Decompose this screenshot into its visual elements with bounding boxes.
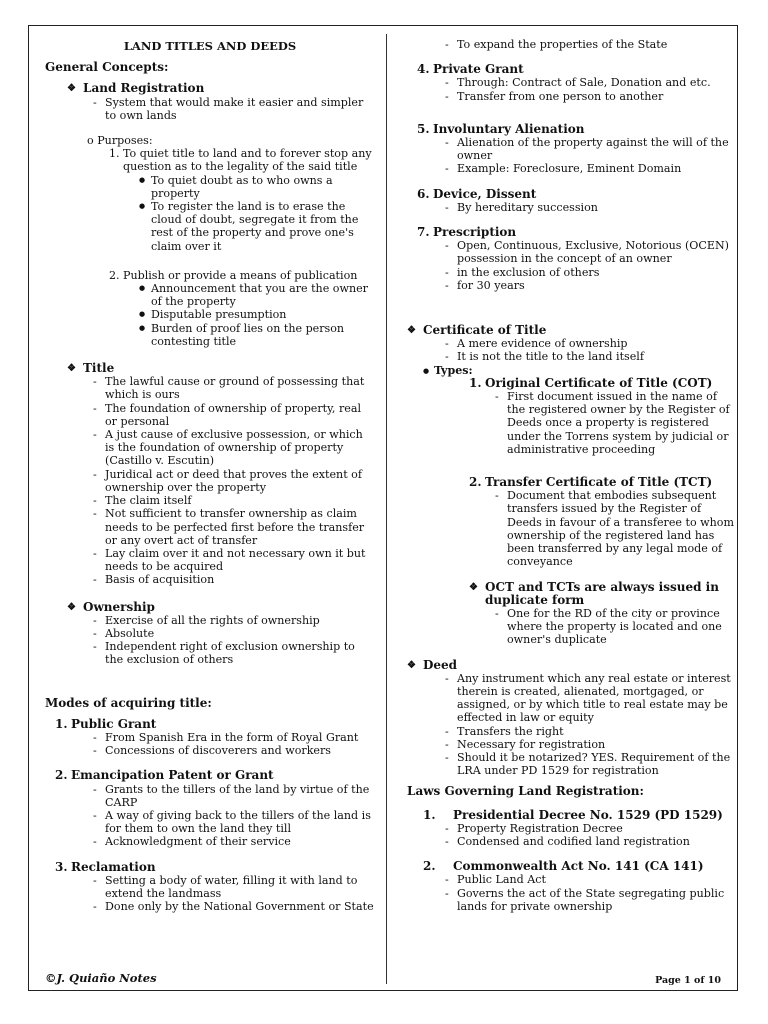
- list-item: - From Spanish Era in the form of Royal Grant: [105, 731, 375, 744]
- title-list: [45, 375, 375, 586]
- private-grant-heading: 4. Private Grant: [417, 62, 524, 77]
- list-item: - Transfer from one person to another: [457, 90, 735, 103]
- list-item: - for 30 years: [457, 279, 735, 292]
- list-item: - Grants to the tillers of the land by virtue of the CARP: [105, 783, 375, 809]
- list-item: - The foundation of ownership of property, real or personal: [105, 402, 375, 428]
- left-column: [45, 40, 375, 913]
- list-item: - Absolute: [105, 627, 375, 640]
- page-title: LAND TITLES AND DEEDS: [123, 39, 297, 53]
- footer-credit: ©J. Quiaño Notes: [45, 971, 157, 985]
- reclamation-list: [45, 874, 375, 914]
- purposes-section: [45, 134, 375, 348]
- involuntary-heading: 5. Involuntary Alienation: [417, 121, 585, 136]
- device-list: [407, 201, 735, 214]
- involuntary-list: [407, 136, 735, 176]
- list-item: - Condensed and codified land registration: [457, 835, 735, 848]
- private-grant-list: [407, 76, 735, 102]
- public-grant-heading: 1. Public Grant: [55, 716, 157, 731]
- list-item: - System that would make it easier and simpler to own lands: [105, 96, 375, 122]
- list-item: - Alienation of the property against the will of the owner: [457, 136, 735, 162]
- list-item: - Juridical act or deed that proves the extent of ownership over the property: [105, 468, 375, 494]
- prescription-list: [407, 239, 735, 292]
- modes-heading: Modes of acquiring title:: [45, 695, 212, 710]
- list-item: - First document issued in the name of the registered owner by the Register of Deeds once a property is registered under the Torrens system by judicial or administrative proceeding: [507, 390, 735, 456]
- list-item: ● Disputable presumption: [151, 308, 375, 321]
- list-item: - Transfers the right: [457, 725, 735, 738]
- list-item: - One for the RD of the city or province where the property is located and one owner's duplicate: [507, 607, 735, 647]
- list-item: - The lawful cause or ground of possessing that which is ours: [105, 375, 375, 401]
- duplicate-list: [407, 607, 735, 647]
- list-item: - Independent right of exclusion ownership to the exclusion of others: [105, 640, 375, 666]
- ca-list: [407, 873, 735, 913]
- list-item: - in the exclusion of others: [457, 266, 735, 279]
- tct-heading: 2. Transfer Certificate of Title (TCT): [469, 475, 713, 490]
- list-item: - It is not the title to the land itself: [457, 350, 735, 363]
- list-item: - The claim itself: [105, 494, 375, 507]
- list-item: - Setting a body of water, filling it with land to extend the landmass: [105, 874, 375, 900]
- list-item: - Document that embodies subsequent transfers issued by the Register of Deeds in favour of a transferee to whom ownership of the registered land has been transferred by any legal mode of conveyance: [507, 489, 735, 568]
- diamond-bullet-icon: ❖: [67, 363, 76, 375]
- list-item: - Any instrument which any real estate or interest therein is created, alienated, mortgaged, or assigned, or by which title to real estate may be effected in law or equity: [457, 672, 735, 725]
- column-divider: [386, 34, 387, 984]
- list-item: - Lay claim over it and not necessary own it but needs to be acquired: [105, 547, 375, 573]
- ownership-heading: ❖ Ownership: [67, 599, 155, 614]
- duplicate-heading: ❖ OCT and TCTs are always issued in duplicate form: [469, 579, 719, 607]
- tct-list: [407, 489, 735, 568]
- bullet-icon: ●: [423, 365, 430, 375]
- list-item: ● Burden of proof lies on the person contesting title: [151, 322, 375, 348]
- emancipation-list: [45, 783, 375, 849]
- purposes-label: o Purposes:: [87, 134, 153, 148]
- land-registration-heading: ❖ Land Registration: [67, 81, 205, 96]
- general-concepts-heading: General Concepts:: [45, 60, 169, 75]
- diamond-bullet-icon: ❖: [407, 325, 416, 337]
- list-item: - A way of giving back to the tillers of the land is for them to own the land they till: [105, 809, 375, 835]
- diamond-bullet-icon: ❖: [407, 659, 416, 671]
- purpose-item: 2. Publish or provide a means of publication ● Announcement that you are the owner of the property ● Disputable presumption ● Burden of proof lies on the person contesting title: [109, 269, 375, 348]
- device-heading: 6. Device, Dissent: [417, 186, 537, 201]
- purpose-item: 1. To quiet title to land and to forever stop any question as to the legality of the said title ● To quiet doubt as to who owns a property ● To register the land is to erase the cloud of doubt, segregate it from the rest of the property and prove one's claim over it: [109, 147, 375, 253]
- prescription-heading: 7. Prescription: [417, 225, 517, 240]
- title-heading: ❖ Title: [67, 361, 115, 376]
- certificate-heading: ❖ Certificate of Title: [407, 323, 547, 338]
- list-item: - Acknowledgment of their service: [105, 835, 375, 848]
- pd-heading: 1. Presidential Decree No. 1529 (PD 1529): [423, 807, 723, 822]
- list-item: - Not sufficient to transfer ownership as claim needs to be perfected first before the transfer or any overt act of transfer: [105, 507, 375, 547]
- right-column: [407, 38, 735, 913]
- oct-list: [407, 390, 735, 456]
- deed-list: [407, 672, 735, 778]
- purpose-1-bullets: [123, 174, 375, 253]
- list-item: - Necessary for registration: [457, 738, 735, 751]
- list-item: ● To quiet doubt as to who owns a property: [151, 174, 375, 200]
- oct-heading: 1. Original Certificate of Title (COT): [469, 375, 713, 390]
- diamond-bullet-icon: ❖: [67, 83, 76, 95]
- pd-list: [407, 822, 735, 848]
- ownership-list: [45, 614, 375, 667]
- purpose-2-bullets: [123, 282, 375, 348]
- reclamation-heading: 3. Reclamation: [55, 859, 156, 874]
- list-item: - Done only by the National Government or State: [105, 900, 375, 913]
- list-item: - To expand the properties of the State: [457, 38, 735, 51]
- list-item: - Should it be notarized? YES. Requirement of the LRA under PD 1529 for registration: [457, 751, 735, 777]
- diamond-bullet-icon: ❖: [469, 581, 478, 593]
- list-item: - Governs the act of the State segregating public lands for private ownership: [457, 887, 735, 913]
- list-item: - A just cause of exclusive possession, or which is the foundation of ownership of property (Castillo v. Escutin): [105, 428, 375, 468]
- list-item: - Example: Foreclosure, Eminent Domain: [457, 162, 735, 175]
- ca-heading: 2. Commonwealth Act No. 141 (CA 141): [423, 859, 704, 874]
- page-number: Page 1 of 10: [655, 975, 721, 986]
- list-item: - Property Registration Decree: [457, 822, 735, 835]
- public-grant-list: [45, 731, 375, 757]
- list-item: - Public Land Act: [457, 873, 735, 886]
- list-item: - A mere evidence of ownership: [457, 337, 735, 350]
- list-item: - Concessions of discoverers and workers: [105, 744, 375, 757]
- certificate-list: [407, 337, 735, 363]
- land-registration-list: [45, 96, 375, 122]
- laws-heading: Laws Governing Land Registration:: [407, 784, 644, 799]
- emancipation-heading: 2. Emancipation Patent or Grant: [55, 768, 274, 783]
- list-item: ● To register the land is to erase the cloud of doubt, segregate it from the rest of the property and prove one's claim over it: [151, 200, 375, 253]
- list-item: - Open, Continuous, Exclusive, Notorious (OCEN) possession in the concept of an owner: [457, 239, 735, 265]
- list-item: - Through: Contract of Sale, Donation and etc.: [457, 76, 735, 89]
- deed-heading: ❖ Deed: [407, 657, 458, 672]
- list-item: - Exercise of all the rights of ownership: [105, 614, 375, 627]
- purposes-list: [87, 147, 375, 348]
- diamond-bullet-icon: ❖: [67, 601, 76, 613]
- types-label: ● Types:: [423, 363, 473, 377]
- document-page: [28, 25, 738, 991]
- list-item: - Basis of acquisition: [105, 573, 375, 586]
- reclamation-list-continued: [407, 38, 735, 51]
- list-item: ● Announcement that you are the owner of the property: [151, 282, 375, 308]
- list-item: - By hereditary succession: [457, 201, 735, 214]
